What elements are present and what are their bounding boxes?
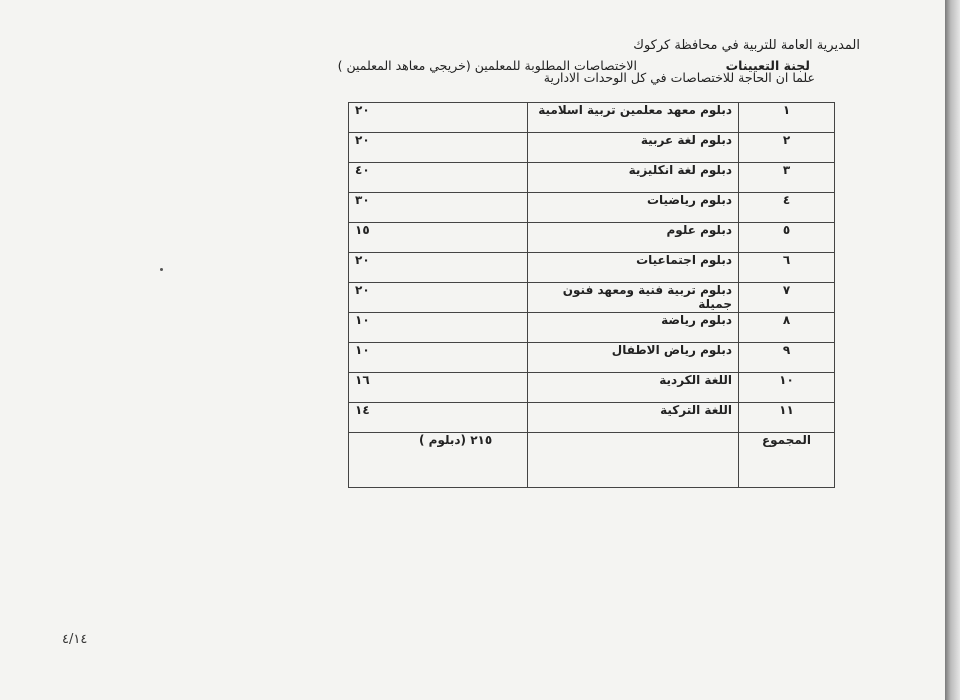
row-number: ٢ [739, 133, 835, 163]
table-row [349, 193, 835, 223]
header-committee: لجنة التعيينات [725, 58, 810, 73]
required-count: ٤٠ [349, 163, 528, 193]
table-row [349, 403, 835, 433]
row-number: ٤ [739, 193, 835, 223]
header-directorate: المديرية العامة للتربية في محافظة كركوك [633, 38, 860, 53]
row-number: ٩ [739, 343, 835, 373]
table-row [349, 343, 835, 373]
required-count: ٢٠ [349, 103, 528, 133]
required-count: ١٠ [349, 343, 528, 373]
specialization-name: اللغة الكردية [528, 373, 739, 403]
required-count: ١٦ [349, 373, 528, 403]
required-count: ٢٠ [349, 133, 528, 163]
total-value: ٢١٥ (دبلوم ) [349, 433, 528, 488]
specialization-name: اللغة التركية [528, 403, 739, 433]
total-label: المجموع [739, 433, 835, 488]
required-count: ٢٠ [349, 253, 528, 283]
row-number: ١٠ [739, 373, 835, 403]
required-count: ١٥ [349, 223, 528, 253]
table-row [349, 373, 835, 403]
table-row [349, 163, 835, 193]
specialization-name: دبلوم اجتماعيات [528, 253, 739, 283]
table-row [349, 313, 835, 343]
table-row [349, 253, 835, 283]
row-number: ١ [739, 103, 835, 133]
table-row [349, 283, 835, 313]
header-specializations: الاختصاصات المطلوبة للمعلمين (خريجي معاهد المعلمين ) [337, 58, 637, 73]
table-row [349, 103, 835, 133]
total-empty-cell [528, 433, 739, 488]
specialization-name: دبلوم رياضة [528, 313, 739, 343]
required-count: ٣٠ [349, 193, 528, 223]
total-row [349, 433, 835, 488]
specialization-name: دبلوم رياض الاطفال [528, 343, 739, 373]
row-number: ٣ [739, 163, 835, 193]
specialization-name: دبلوم رياضيات [528, 193, 739, 223]
specialization-name: دبلوم علوم [528, 223, 739, 253]
specialization-name: دبلوم لغة عربية [528, 133, 739, 163]
specializations-table [348, 102, 835, 488]
required-count: ٢٠ [349, 283, 528, 313]
required-count: ١٠ [349, 313, 528, 343]
page-edge-shadow [945, 0, 960, 700]
scan-speck [160, 268, 163, 271]
table-row [349, 133, 835, 163]
row-number: ١١ [739, 403, 835, 433]
row-number: ٦ [739, 253, 835, 283]
page-number: ٤/١٤ [62, 632, 88, 647]
required-count: ١٤ [349, 403, 528, 433]
row-number: ٧ [739, 283, 835, 313]
specialization-name: دبلوم تربية فنية ومعهد فنون جميلة [528, 283, 739, 313]
header-note: علما ان الحاجة للاختصاصات في كل الوحدات الادارية [543, 70, 815, 85]
specialization-name: دبلوم معهد معلمين تربية اسلامية [528, 103, 739, 133]
specialization-name: دبلوم لغة انكليزية [528, 163, 739, 193]
table-row [349, 223, 835, 253]
row-number: ٨ [739, 313, 835, 343]
row-number: ٥ [739, 223, 835, 253]
